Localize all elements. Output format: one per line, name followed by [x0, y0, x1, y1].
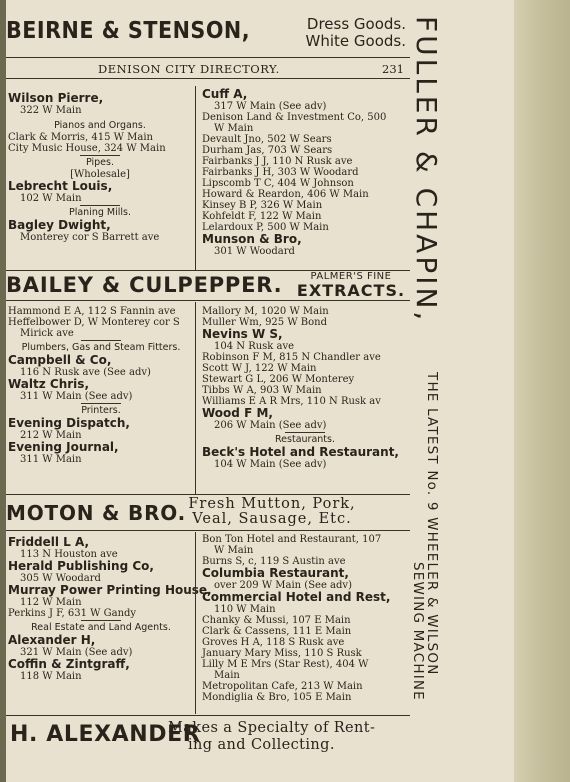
listing-name: Evening Journal, [8, 440, 119, 454]
band-2-line-2: Veal, Sausage, Etc. [192, 511, 352, 527]
category-subheading: [Wholesale] [70, 169, 130, 180]
listing-address: 206 W Main (See adv) [214, 420, 327, 431]
listing-entry: Scott W J, 122 W Main [202, 363, 317, 374]
listing-address: 311 W Main [20, 454, 82, 465]
bailey-culpepper-ad [6, 271, 410, 301]
listing-entry: Mallory M, 1020 W Main [202, 306, 329, 317]
right-column-3 [202, 534, 408, 703]
listing-name: Munson & Bro, [202, 232, 302, 246]
listing-entry: Bon Ton Hotel and Restaurant, 107 [202, 534, 382, 545]
ad-goods-line-2: White Goods. [305, 32, 406, 50]
listing-entry: Perkins J F, 631 W Gandy [8, 608, 137, 619]
short-rule [81, 620, 121, 621]
listing-address: 110 W Main [214, 604, 276, 615]
band-1-line-1: PALMER'S FINE [310, 271, 392, 282]
band-2-bottom-rule [6, 530, 410, 531]
listing-name: Campbell & Co, [8, 353, 112, 367]
listing-address: W Main [214, 123, 254, 134]
left-column-1 [8, 92, 192, 243]
page-number: 231 [382, 62, 404, 76]
top-advertisement [6, 10, 410, 60]
listing-entry: Durham Jas, 703 W Sears [202, 145, 333, 156]
listing-entry: Burns S, c, 119 S Austin ave [202, 556, 346, 567]
listing-name: Lebrecht Louis, [8, 179, 113, 193]
listing-entry: Chanky & Mussi, 107 E Main [202, 615, 351, 626]
listing-address: Main [214, 670, 240, 681]
short-rule [80, 155, 120, 156]
listing-name: Evening Dispatch, [8, 416, 130, 430]
ad-goods [306, 16, 406, 50]
listing-address: 322 W Main [20, 105, 82, 116]
listing-address: W Main [214, 545, 254, 556]
band-1-line-2: EXTRACTS. [296, 281, 406, 300]
category-heading: Printers. [81, 405, 121, 416]
listing-entry: Fairbanks J H, 303 W Woodard [202, 167, 359, 178]
band-1-bottom-rule [6, 300, 410, 301]
listing-name: Beck's Hotel and Restaurant, [202, 445, 399, 459]
listing-name: Wood F M, [202, 406, 273, 420]
listing-address: 321 W Main (See adv) [20, 647, 133, 658]
listing-address: 305 W Woodard [20, 573, 101, 584]
ad-firm-name: BEIRNE & STENSON, [6, 18, 251, 44]
listing-address: 116 N Rusk ave (See adv) [20, 367, 151, 378]
side-ad-firm: FULLER & CHAPIN, [410, 16, 443, 324]
short-rule [80, 205, 120, 206]
top-ad-rule [6, 57, 410, 58]
listing-entry: Clark & Cassens, 111 E Main [202, 626, 352, 637]
listing-name: Murray Power Printing House, [8, 583, 212, 597]
listing-address: 104 N Rusk ave [214, 341, 295, 352]
listing-entry: Lelardoux P, 500 W Main [202, 222, 329, 233]
adjacent-page-margin [514, 0, 570, 782]
listing-address: over 209 W Main (See adv) [214, 580, 352, 591]
bottom-ad-rule [6, 715, 410, 716]
listing-entry: Lilly M E Mrs (Star Rest), 404 W [202, 659, 369, 670]
listing-address: 212 W Main [20, 430, 82, 441]
right-column-1 [202, 88, 408, 257]
bottom-ad-line-2: ing and Collecting. [188, 737, 335, 753]
column-divider-3 [195, 532, 196, 714]
moton-bro-ad [6, 495, 410, 529]
left-column-2 [8, 306, 194, 465]
side-ad-tagline: THE LATEST No. 9 WHEELER & WILSON [424, 372, 440, 676]
column-divider-1 [195, 86, 196, 270]
left-column-3 [8, 535, 212, 682]
listing-address: Monterey cor S Barrett ave [20, 232, 160, 243]
listing-name: Coffin & Zintgraff, [8, 657, 130, 671]
listing-entry: Howard & Reardon, 406 W Main [202, 189, 369, 200]
listing-name: Commercial Hotel and Rest, [202, 590, 391, 604]
listing-entry: Hammond E A, 112 S Fannin ave [8, 306, 176, 317]
right-column-2 [202, 306, 408, 470]
bottom-ad-line-1: Makes a Specialty of Rent- [168, 720, 376, 736]
listing-entry: Fairbanks J J, 110 N Rusk ave [202, 156, 353, 167]
listing-name: Alexander H, [8, 633, 96, 647]
category-heading: Planing Mills. [68, 207, 131, 218]
listing-entry: City Music House, 324 W Main [8, 143, 166, 154]
category-heading: Pianos and Organs. [54, 120, 146, 131]
band-2-line-1: Fresh Mutton, Pork, [188, 496, 356, 512]
listing-entry: Kohfeldt F, 122 W Main [202, 211, 322, 222]
listing-entry: Kinsey B P, 326 W Main [202, 200, 323, 211]
listing-entry: Heffelbower D, W Monterey cor S [8, 317, 180, 328]
band-2-firm: MOTON & BRO. [6, 501, 187, 525]
listing-name: Wilson Pierre, [8, 91, 104, 105]
listing-address: 112 W Main [20, 597, 82, 608]
listing-entry: Denison Land & Investment Co, 500 [202, 112, 387, 123]
listing-entry: Williams E A R Mrs, 110 N Rusk av [202, 396, 381, 407]
listing-address: 104 W Main (See adv) [214, 459, 327, 470]
bottom-ad-text [168, 720, 408, 754]
listing-entry: Devault Jno, 502 W Sears [202, 134, 332, 145]
category-heading: Real Estate and Land Agents. [31, 622, 171, 633]
listing-name: Herald Publishing Co, [8, 559, 154, 573]
category-heading: Restaurants. [275, 434, 335, 445]
listing-name: Friddell L A, [8, 535, 90, 549]
listing-name: Columbia Restaurant, [202, 566, 349, 580]
bottom-ad-firm: H. ALEXANDER [10, 722, 201, 747]
listing-entry: January Mary Miss, 110 S Rusk [202, 648, 362, 659]
short-rule [81, 340, 121, 341]
listing-address: 301 W Woodard [214, 246, 295, 257]
column-divider-2 [195, 302, 196, 494]
listing-entry: Mondiglia & Bro, 105 E Main [202, 692, 352, 703]
listing-address: 317 W Main (See adv) [214, 101, 327, 112]
side-ad-tagline-2: SEWING MACHINE [410, 562, 426, 701]
listing-address: 102 W Main [20, 193, 82, 204]
band-2-product [134, 497, 410, 527]
listing-entry: Muller Wm, 925 W Bond [202, 317, 328, 328]
listing-address: 118 W Main [20, 671, 82, 682]
listing-entry: Tibbs W A, 903 W Main [202, 385, 322, 396]
listing-entry: Stewart G L, 206 W Monterey [202, 374, 355, 385]
listing-entry: Groves H A, 118 S Rusk ave [202, 637, 345, 648]
listing-address: Mirick ave [20, 328, 74, 339]
running-title: DENISON CITY DIRECTORY. [98, 62, 280, 76]
listing-entry: Metropolitan Cafe, 213 W Main [202, 681, 363, 692]
category-heading: Pipes. [85, 157, 114, 168]
listing-name: Nevins W S, [202, 327, 283, 341]
listing-address: 113 N Houston ave [20, 549, 118, 560]
band-1-product [292, 272, 410, 299]
ad-goods-line-1: Dress Goods. [306, 15, 406, 33]
listing-entry: Clark & Morris, 415 W Main [8, 132, 153, 143]
listing-name: Bagley Dwight, [8, 218, 111, 232]
listing-entry: Robinson F M, 815 N Chandler ave [202, 352, 381, 363]
category-heading: Plumbers, Gas and Steam Fitters. [21, 342, 181, 353]
short-rule [285, 432, 325, 433]
short-rule [81, 403, 121, 404]
listing-name: Waltz Chris, [8, 377, 89, 391]
listing-entry: Lipscomb T C, 404 W Johnson [202, 178, 354, 189]
header-rule [6, 78, 410, 79]
listing-address: 311 W Main (See adv) [20, 391, 133, 402]
band-1-firm: BAILEY & CULPEPPER. [6, 273, 283, 297]
listing-name: Cuff A, [202, 87, 248, 101]
